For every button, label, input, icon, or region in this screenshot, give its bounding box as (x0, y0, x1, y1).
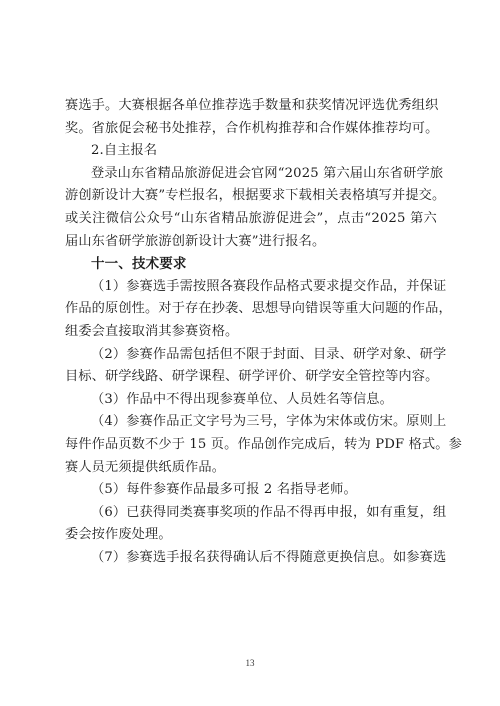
text-line: 奖。省旅促会秘书处推荐，合作机构推荐和合作媒体推荐均可。 (65, 120, 439, 136)
text-line: 届山东省研学旅游创新设计大赛”进行报名。 (65, 233, 326, 249)
text-line: 作品的原创性。对于存在抄袭、思想导向错误等重大问题的作品， (65, 301, 452, 317)
text-line: 登录山东省精品旅游促进会官网“2025 第六届山东省研学旅 (91, 165, 444, 181)
text-line: 目标、研学线路、研学课程、研学评价、研学安全管控等内容。 (65, 369, 439, 385)
text-line: 赛选手。大赛根据各单位推荐选手数量和获奖情况评选优秀组织 (65, 98, 439, 113)
text-line: （6）已获得同类赛事奖项的作品不得再申报，如有重复，组 (91, 504, 447, 520)
text-line: （1）参赛选手需按照各赛段作品格式要求提交作品，并保证 (91, 278, 447, 294)
text-line: （5）每件参赛作品最多可报 2 名指导老师。 (91, 482, 357, 498)
body-text (65, 95, 462, 569)
page-number: 13 (245, 658, 255, 668)
text-line: 或关注微信公众号“山东省精品旅游促进会”，点击“2025 第六 (65, 210, 437, 226)
text-line: 委会按作废处理。 (65, 527, 172, 543)
text-line: 组委会直接取消其参赛资格。 (65, 323, 239, 339)
text-line: （3）作品中不得出现参赛单位、人员姓名等信息。 (91, 391, 393, 407)
text-line: （2）参赛作品需包括但不限于封面、目录、研学对象、研学 (91, 346, 447, 362)
text-line: 赛人员无须提供纸质作品。 (65, 459, 226, 475)
subheading: 2.自主报名 (91, 143, 158, 159)
section-heading: 十一、技术要求 (91, 256, 187, 273)
text-line: 游创新设计大赛”专栏报名，根据要求下载相关表格填写并提交。 (65, 188, 446, 204)
text-line: 每件作品页数不少于 15 页。作品创作完成后，转为 PDF 格式。参 (65, 436, 462, 452)
text-line: （4）参赛作品正文字号为三号，字体为宋体或仿宋。原则上 (91, 414, 447, 430)
text-line: （7）参赛选手报名获得确认后不得随意更换信息。如参赛选 (91, 549, 447, 565)
